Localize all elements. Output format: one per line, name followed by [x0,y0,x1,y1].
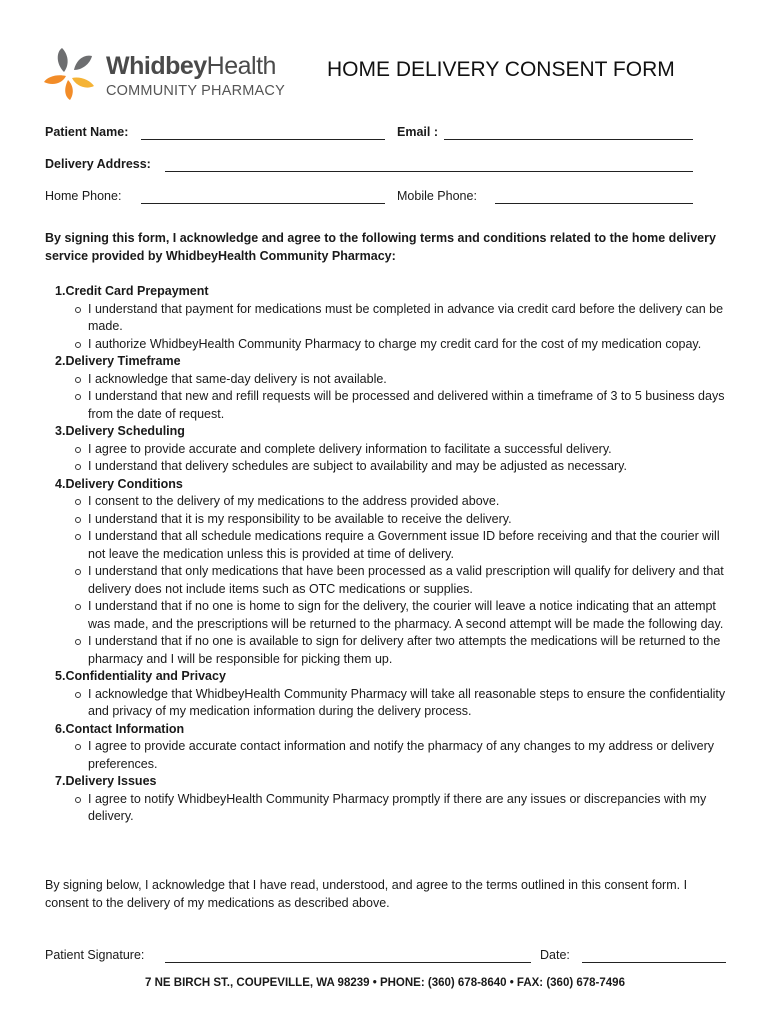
term-items [45,441,730,476]
term-section-heading: Confidentiality and Privacy [65,669,226,683]
closing-text: By signing below, I acknowledge that I have read, understood, and agree to the terms outlined in this consent form. I consent to the delivery of my medications as described above. [45,878,688,910]
term-item: I consent to the delivery of my medications to the address provided above. [45,493,730,511]
date-input[interactable] [582,961,726,963]
term-item: I agree to provide accurate and complete delivery information to facilitate a successful delivery. [45,441,730,459]
term-item: I understand that it is my responsibility to be available to receive the delivery. [45,511,730,529]
term-section-heading: Contact Information [65,721,185,736]
term-items [45,301,730,354]
term-section [45,721,730,774]
term-section-title [45,476,730,494]
term-section-title [45,721,730,739]
delivery-address-field [45,157,151,171]
term-items [45,493,730,668]
home-phone-label: Home Phone: [45,189,122,203]
date-label: Date: [540,948,570,962]
term-section-title [45,773,730,791]
term-item: I understand that if no one is home to sign for the delivery, the courier will leave a notice indicating that an attempt was made, and the prescriptions will be returned to the pharmacy. A second attempt will be made the following day. [45,598,730,633]
email-input[interactable] [444,138,693,140]
signature-row [45,948,144,962]
terms-list [45,283,730,826]
home-phone-input[interactable] [141,202,385,204]
term-item: I authorize WhidbeyHealth Community Pharmacy to charge my credit card for the cost of my medication copay. [45,336,730,354]
intro-text: By signing this form, I acknowledge and agree to the following terms and conditions related to the home delivery service provided by WhidbeyHealth Community Pharmacy: [45,231,716,263]
term-item: I understand that delivery schedules are subject to availability and may be adjusted as necessary. [45,458,730,476]
term-item: I understand that new and refill requests will be processed and delivered within a timeframe of 3 to 5 business days from the date of request. [45,388,730,423]
term-section-heading: Credit Card Prepayment [65,284,209,298]
term-section [45,773,730,826]
term-section-number: 4. [55,476,66,491]
term-section-title [45,423,730,441]
term-item: I understand that if no one is available to sign for delivery after two attempts the medications will be returned to the pharmacy and I will be responsible for picking them up. [45,633,730,668]
logo [44,44,284,104]
term-section [45,283,730,353]
term-items [45,686,730,721]
term-section-number: 7. [55,774,66,788]
term-section [45,668,730,721]
email-label: Email : [397,125,438,139]
term-section-heading: Delivery Conditions [65,476,183,491]
brand-name [106,52,276,81]
term-item: I understand that payment for medications must be completed in advance via credit card before the delivery can be made. [45,301,730,336]
term-section [45,353,730,423]
patient-name-input[interactable] [141,138,385,140]
term-item: I acknowledge that WhidbeyHealth Community Pharmacy will take all reasonable steps to ensure the confidentiality and privacy of my medication information during the delivery process. [45,686,730,721]
term-section-title [45,353,730,371]
term-section-number: 3. [55,424,66,438]
term-section-number: 5. [55,669,66,683]
patient-name-label: Patient Name: [45,125,129,139]
term-item: I agree to notify WhidbeyHealth Community Pharmacy promptly if there are any issues or discrepancies with my delivery. [45,791,730,826]
term-section [45,423,730,476]
delivery-address-input[interactable] [165,170,693,172]
term-items [45,791,730,826]
footer-address: 7 NE BIRCH ST., COUPEVILLE, WA 98239 • PHONE: (360) 678-8640 • FAX: (360) 678-7496 [145,977,625,989]
term-item: I acknowledge that same-day delivery is not available. [45,371,730,389]
term-item: I understand that all schedule medications require a Government issue ID before receiving and that the courier will not leave the medication unless this is provided at time of delivery. [45,528,730,563]
email-field [397,125,438,139]
term-section-heading: Delivery Issues [65,774,157,788]
term-item: I understand that only medications that have been processed as a valid prescription will qualify for delivery and that delivery does not include items such as OTC medications or supplies. [45,563,730,598]
brand-subtitle: COMMUNITY PHARMACY [106,83,285,99]
term-items [45,738,730,773]
term-section-title [45,283,730,301]
term-section-heading: Delivery Scheduling [65,424,185,438]
brand-light: Health [206,52,276,80]
patient-name-field [45,125,128,139]
delivery-address-label: Delivery Address: [45,157,151,171]
form-title: HOME DELIVERY CONSENT FORM [327,58,675,81]
term-section-number: 1. [55,284,66,298]
mobile-phone-field [397,189,477,203]
term-section-number: 2. [55,354,66,368]
term-section-title [45,668,730,686]
term-item: I agree to provide accurate contact information and notify the pharmacy of any changes to my address or delivery preferences. [45,738,730,773]
term-section [45,476,730,669]
logo-flower-icon [44,46,100,102]
term-section-heading: Delivery Timeframe [65,354,181,368]
home-phone-field [45,189,121,203]
brand-bold: Whidbey [106,52,207,80]
date-row [540,948,570,962]
mobile-phone-label: Mobile Phone: [397,189,477,203]
term-items [45,371,730,424]
term-section-number: 6. [55,721,66,736]
signature-input[interactable] [165,961,531,963]
signature-label: Patient Signature: [45,948,145,962]
mobile-phone-input[interactable] [495,202,693,204]
